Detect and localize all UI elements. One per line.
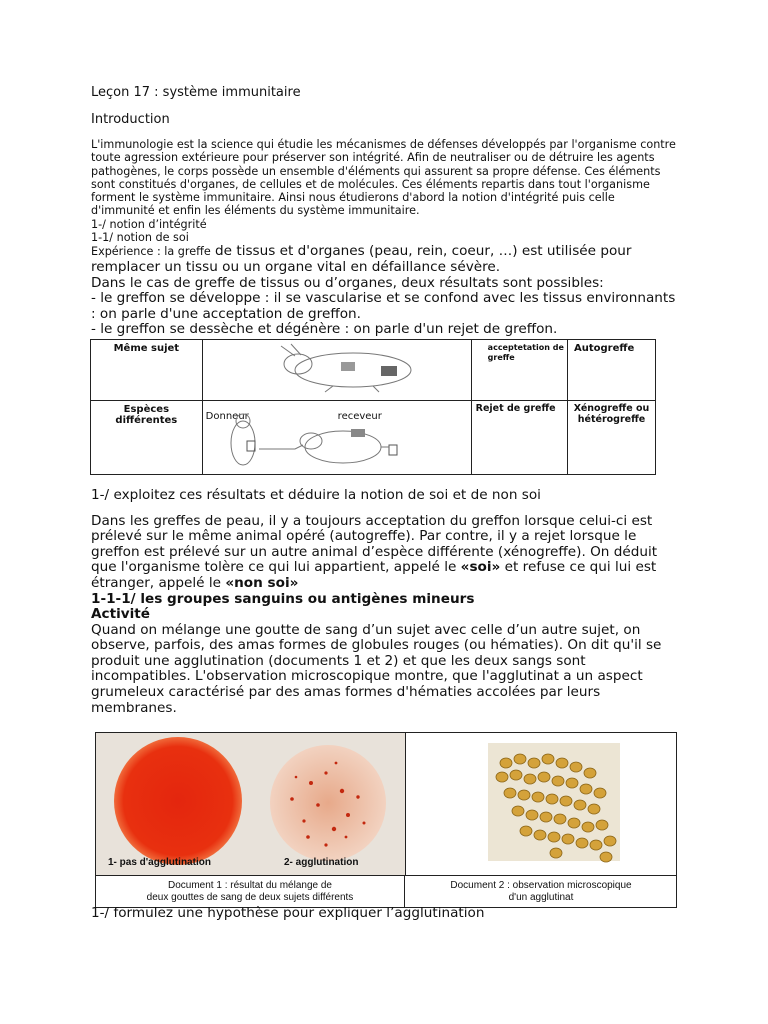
row-label-different-species: Espèces différentes bbox=[91, 400, 203, 474]
agglutination-figures bbox=[95, 732, 677, 908]
document-2-photo bbox=[406, 733, 676, 875]
doc2-caption-line2: d'un agglutinat bbox=[508, 892, 574, 903]
table-row bbox=[91, 339, 656, 400]
rabbit-illustration bbox=[202, 339, 471, 400]
heading-notion-soi: 1-1/ notion de soi bbox=[91, 231, 189, 245]
doc2-caption-line1: Document 2 : observation microscopique bbox=[450, 880, 632, 891]
table-row bbox=[91, 400, 656, 474]
answer-paragraph bbox=[91, 514, 681, 592]
doc1-caption-line1: Document 1 : résultat du mélange de bbox=[168, 880, 332, 891]
type-xenogreffe: Xénogreffe ou hétérogreffe bbox=[568, 400, 656, 474]
question-2: 1-/ formulez une hypothèse pour expliquer l’agglutination bbox=[91, 905, 485, 921]
rat-rabbit-drawing bbox=[203, 401, 471, 473]
document-2-caption bbox=[406, 876, 676, 908]
document-page bbox=[91, 84, 681, 716]
donor-label: Donneur bbox=[205, 410, 249, 422]
lesson-title: Leçon 17 : système immunitaire bbox=[91, 85, 301, 100]
activity-paragraph: Quand on mélange une goutte de sang d’un sujet avec celle d’un autre sujet, on observe, parfois, des amas formes de globules rouges (ou hématies). On dit qu'il se produit une agglutination (documents 1 et 2) et que les deux sangs sont incompatibles. L'observation microscopique montre, que l'agglutinat a un aspect grumeleux caractérisé par des amas formes d'hématies accolées par leurs membranes. bbox=[91, 621, 662, 716]
blood-drops-image bbox=[96, 733, 405, 875]
type-autogreffe: Autogreffe bbox=[568, 339, 656, 400]
question-1: 1-/ exploitez ces résultats et déduire la notion de soi et de non soi bbox=[91, 486, 541, 503]
document-1-caption bbox=[96, 876, 405, 908]
intro-paragraph: L'immunologie est la science qui étudie les mécanismes de défenses développés par l'organisme contre toute agression extérieure pour préserver son intégrité. Afin de neutraliser ou de détruire les agents pathogènes, le corps possède un ensemble d'éléments qui assurent sa propre défense. Ces éléments sont constitués d'organes, de cellules et de molécules. Ces éléments repartis dans tout l'organisme forment le système immunitaire. Ainsi nous étudierons d'abord la notion d'intégrité puis celle d'immunité et enfin les éléments du système immunitaire. bbox=[91, 138, 676, 218]
result-rejection: - le greffon se dessèche et dégénère : on parle d'un rejet de greffon. bbox=[91, 321, 558, 338]
graft-table bbox=[90, 339, 656, 475]
row-label-same-subject: Même sujet bbox=[91, 339, 203, 400]
answer-prefix: Dans les greffes de peau, il y a toujours acceptation du greffon lorsque celui-ci est prélevé sur le même animal opéré (autogreffe). Par contre, il y a rejet lorsque le greffon est prélevé sur un autre animal d’espèce différente (xénogreffe). On déduit que l'organisme tolère ce qui lui appartient, appelé le bbox=[91, 512, 658, 576]
activity-heading: Activité bbox=[91, 606, 150, 623]
result-acceptance-cell: acceptetation de greffe bbox=[471, 339, 567, 400]
answer-mid: et refuse ce qui lui est étranger, appelé le bbox=[91, 559, 657, 591]
rabbit-drawing bbox=[203, 340, 471, 396]
results-intro: Dans le cas de greffe de tissus ou d’organes, deux résultats sont possibles: bbox=[91, 274, 604, 291]
captions-row bbox=[96, 875, 676, 908]
experience-rest: de tissus et d'organes (peau, rein, coeur, …) est utilisée pour remplacer un tissu ou un organe vital en défaillance sévère. bbox=[91, 243, 632, 275]
result-acceptance: - le greffon se développe : il se vascularise et se confond avec les tissus environnants : on parle d'une acceptation de greffon. bbox=[91, 290, 676, 322]
doc1-caption-line2: deux gouttes de sang de deux sujets différents bbox=[146, 892, 354, 903]
microscope-image bbox=[406, 733, 676, 875]
donor-receiver-illustration bbox=[202, 400, 471, 474]
soi-term: «soi» bbox=[460, 559, 501, 576]
document-1-photo bbox=[96, 733, 406, 875]
heading-integrity: 1-/ notion d’intégrité bbox=[91, 217, 207, 231]
heading-blood-groups: 1-1-1/ les groupes sanguins ou antigènes mineurs bbox=[91, 590, 475, 607]
result-rejection-cell: Rejet de greffe bbox=[471, 400, 567, 474]
introduction-heading: Introduction bbox=[91, 112, 170, 127]
receiver-label: receveur bbox=[337, 410, 382, 422]
experience-paragraph bbox=[91, 244, 681, 275]
label-no-agglutination: 1- pas d'agglutination bbox=[108, 857, 211, 868]
experience-prefix: Expérience : la greffe bbox=[91, 245, 211, 259]
label-agglutination: 2- agglutination bbox=[284, 857, 359, 868]
non-soi-term: «non soi» bbox=[225, 574, 299, 591]
